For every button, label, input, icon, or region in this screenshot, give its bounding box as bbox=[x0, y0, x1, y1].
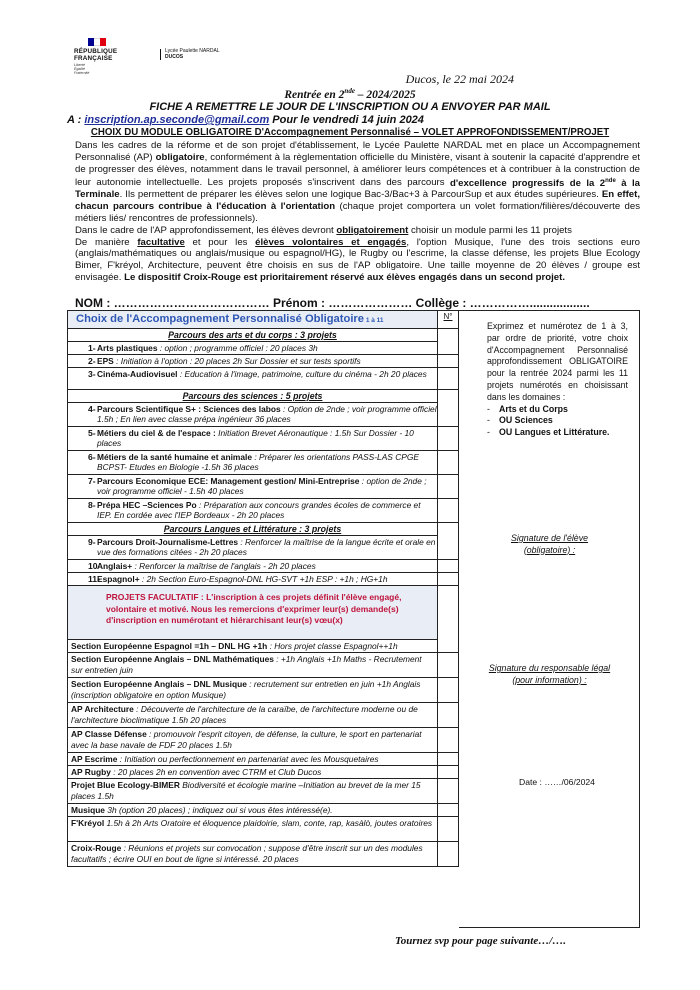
date-line: Ducos, le 22 mai 2024 bbox=[405, 72, 514, 86]
priority-input-cell[interactable] bbox=[438, 475, 458, 498]
project-number: 2- bbox=[88, 356, 96, 366]
project-description: Cinéma-Audiovisuel : Education à l'image, patrimoine, culture du cinéma - 2h 20 places bbox=[97, 368, 438, 389]
wish-input-cell[interactable] bbox=[438, 842, 458, 866]
optional-project-row bbox=[68, 653, 458, 678]
priority-input-cell[interactable] bbox=[438, 368, 458, 389]
optional-project-row bbox=[68, 817, 458, 842]
project-description: Parcours Economique ECE: Management gestion/ Mini-Entreprise : option de 2nde ; voir programme officiel - 1.5h 40 places bbox=[97, 475, 438, 498]
project-row bbox=[68, 355, 458, 368]
priority-input-cell[interactable] bbox=[438, 560, 458, 572]
wish-input-cell[interactable] bbox=[438, 804, 458, 816]
project-description: Prépa HEC –Sciences Po : Préparation aux concours grandes écoles de commerce et IEP. En cordée avec l'IEP Bordeaux - 2h 20 places bbox=[97, 499, 438, 522]
french-flag-icon bbox=[88, 38, 106, 46]
wish-input-cell[interactable] bbox=[438, 753, 458, 765]
project-number: 9- bbox=[88, 537, 96, 547]
priority-input-cell[interactable] bbox=[438, 427, 458, 450]
number-column-header: N° bbox=[443, 312, 453, 321]
instructions-text: Exprimez et numérotez de 1 à 3, par ordre de priorité, votre choix d'Accompagnement Personnalisé approfondissement OBLIGATOIRE pour la rentrée 2024 parmi les 11 projets numérotés en choisissant dans les domaines : - Arts et du Corps - OU Sciences - OU Langues et Littérature. bbox=[487, 321, 628, 439]
table-header bbox=[68, 311, 458, 329]
optional-project-description: AP Rugby : 20 places 2h en convention avec CTRM et Club Ducos bbox=[68, 766, 438, 778]
optional-project-description: Section Européenne Anglais – DNL Mathématiques : +1h Anglais +1h Maths - Recrutement sur entretien juin bbox=[68, 653, 438, 677]
project-row bbox=[68, 573, 458, 586]
optional-project-description: Croix-Rouge : Réunions et projets sur convocation ; suppose d'être inscrit sur un des modules facultatifs ; écrire OUI en bout de ligne si intéressé. 20 places bbox=[68, 842, 438, 866]
optional-project-row bbox=[68, 804, 458, 817]
module-title: CHOIX DU MODULE OBLIGATOIRE D'Accompagnement Personnalisé – VOLET APPROFONDISSEMENT/PROJET bbox=[90, 127, 610, 138]
project-description: Espagnol+ : 2h Section Euro-Espagnol-DNL HG-SVT +1h ESP : +1h ; HG+1h bbox=[97, 573, 438, 585]
optional-project-row bbox=[68, 779, 458, 804]
project-row bbox=[68, 560, 458, 573]
project-row bbox=[68, 475, 458, 499]
project-number: 10- bbox=[88, 561, 101, 571]
project-number: 11- bbox=[88, 574, 100, 584]
wish-input-cell[interactable] bbox=[438, 678, 458, 702]
domain-item: - Arts et du Corps bbox=[487, 404, 628, 416]
domain-item: - OU Langues et Littérature. bbox=[487, 427, 628, 439]
project-description: Arts plastiques : option ; programme officiel : 20 places 3h bbox=[97, 342, 438, 354]
fiche-title: FICHE A REMETTRE LE JOUR DE L'INSCRIPTION OU A ENVOYER PAR MAIL bbox=[149, 101, 551, 113]
domain-item: - OU Sciences bbox=[487, 415, 628, 427]
section-title: Parcours des sciences : 5 projets bbox=[68, 390, 438, 403]
date-field[interactable]: Date : ……/06/2024 bbox=[519, 777, 595, 787]
project-row bbox=[68, 427, 458, 451]
logo-line-2: FRANÇAISE bbox=[74, 55, 113, 62]
page-footer: Tournez svp pour page suivante…/…. bbox=[395, 935, 567, 947]
project-row bbox=[68, 499, 458, 523]
optional-project-row bbox=[68, 703, 458, 728]
domain-list bbox=[487, 404, 628, 439]
optional-project-description: AP Classe Défense : promouvoir l'esprit citoyen, de défense, la culture, le sport en partenariat avec la base navale de FDF 20 places 1.5h bbox=[68, 728, 438, 752]
section-title: Parcours des arts et du corps : 3 projets bbox=[68, 329, 438, 342]
mail-line: A : inscription.ap.seconde@gmail.com Pour le vendredi 14 juin 2024 bbox=[67, 114, 424, 126]
wish-input-cell[interactable] bbox=[438, 653, 458, 677]
table-title: Choix de l'Accompagnement Personnalisé Obligatoire 1 à 11 bbox=[68, 311, 438, 328]
priority-input-cell[interactable] bbox=[438, 573, 458, 585]
optional-project-row bbox=[68, 640, 458, 653]
project-number: 3- bbox=[88, 369, 96, 379]
project-description: EPS : Initiation à l'option : 20 places 2h Sur Dossier et sur tests sportifs bbox=[97, 355, 438, 367]
project-row bbox=[68, 342, 458, 355]
priority-input-cell[interactable] bbox=[438, 451, 458, 474]
priority-input-cell[interactable] bbox=[438, 342, 458, 354]
priority-input-cell[interactable] bbox=[438, 355, 458, 367]
wish-input-cell[interactable] bbox=[438, 703, 458, 727]
project-number: 8- bbox=[88, 500, 96, 510]
optional-project-row bbox=[68, 678, 458, 703]
priority-input-cell[interactable] bbox=[438, 499, 458, 522]
priority-input-cell[interactable] bbox=[438, 536, 458, 559]
wish-input-cell[interactable] bbox=[438, 728, 458, 752]
wish-input-cell[interactable] bbox=[438, 779, 458, 803]
optional-project-description: Section Européenne Anglais – DNL Musique : recrutement sur entretien en juin +1h Anglais (inscription obligatoire en option Musique) bbox=[68, 678, 438, 702]
project-description: Parcours Droit-Journalisme-Lettres : Renforcer la maîtrise de la langue écrite et orale en vue des formations citées - 2h 20 places bbox=[97, 536, 438, 559]
project-number: 7- bbox=[88, 476, 96, 486]
optional-project-row bbox=[68, 766, 458, 779]
optional-project-row bbox=[68, 753, 458, 766]
project-number: 6- bbox=[88, 452, 96, 462]
email-link[interactable]: inscription.ap.seconde@gmail.com bbox=[84, 114, 270, 126]
parent-signature-field[interactable]: Signature du responsable légal (pour information) : bbox=[488, 663, 611, 685]
optional-project-row bbox=[68, 728, 458, 753]
student-id-fields[interactable]: NOM : ………………………………… Prénom : ………………… Collège : …………….................. bbox=[75, 296, 590, 310]
project-number: 4- bbox=[88, 404, 96, 414]
project-row bbox=[68, 536, 458, 560]
project-description: Anglais+ : Renforcer la maîtrise de l'anglais - 2h 20 places bbox=[97, 560, 438, 572]
student-signature-field[interactable]: Signature de l'élève (obligatoire) : bbox=[511, 533, 588, 555]
priority-input-cell[interactable] bbox=[438, 403, 458, 426]
section-title: Parcours Langues et Littérature : 3 projets bbox=[68, 523, 438, 536]
project-description: Parcours Scientifique S+ : Sciences des labos : Option de 2nde ; voir programme officiel 1.5h ; En lien avec classe prépa ingénieur 36 places bbox=[97, 404, 437, 425]
logo-motto: Liberté Égalité Fraternité bbox=[74, 63, 90, 75]
rentree-title: Rentrée en 2nde – 2024/2025 bbox=[284, 87, 416, 101]
project-row bbox=[68, 368, 458, 390]
wish-input-cell[interactable] bbox=[438, 640, 458, 652]
project-row bbox=[68, 403, 458, 427]
optional-project-description: Projet Blue Ecology-BIMER Biodiversité et écologie marine –Initiation au brevet de la mer 15 places 1.5h bbox=[68, 779, 438, 803]
project-row bbox=[68, 451, 458, 475]
project-description: Métiers du ciel & de l'espace : Initiation Brevet Aéronautique : 1.5h Sur Dossier - 10 places bbox=[97, 427, 438, 450]
logo-line-1: RÉPUBLIQUE bbox=[74, 48, 118, 55]
wish-input-cell[interactable] bbox=[438, 766, 458, 778]
optional-project-description: Musique 3h (option 20 places) ; indiquez oui si vous êtes intéressé(e). bbox=[68, 804, 438, 816]
optional-project-description: F'Kréyol 1.5h à 2h Arts Oratoire et éloquence plaidoirie, slam, conte, rap, kasàlò, joutes oratoires bbox=[68, 817, 438, 841]
optional-project-description: AP Architecture : Découverte de l'architecture de la caraïbe, de l'architecture moderne ou de l'architecture bioclimatique 1.5h 20 places bbox=[68, 703, 438, 727]
optional-project-row bbox=[68, 842, 458, 866]
project-number: 5- bbox=[88, 428, 96, 438]
instructions-column bbox=[459, 310, 640, 928]
optional-project-description: AP Escrime : Initiation ou perfectionnement en partenariat avec les Mousquetaires bbox=[68, 753, 438, 765]
optional-project-description: Section Européenne Espagnol =1h – DNL HG +1h : Hors projet classe Espagnol++1h bbox=[68, 640, 438, 652]
project-number: 1- bbox=[88, 343, 96, 353]
wish-input-cell[interactable] bbox=[438, 817, 458, 841]
intro-text: Dans les cadres de la réforme et de son projet d'établissement, le Lycée Paulette NARDAL met en place un Accompagnement Personnalisé (AP) obligatoire, conformément à la règlementation officielle du Ministère, visant à soutenir la capacité d'apprendre et de progresser des élèves, notamment dans le travail personnel, à améliorer leurs compétences et à contribuer à la construction de leur autonomie intellectuelle. Les projets proposés s'inscrivent dans des parcours d'excellence progressifs de la 2nde à la Terminale. Ils permettent de préparer les élèves selon une logique Bac-3/Bac+3 à ParcourSup et aux études supérieures. En effet, chacun parcours contribue à l'éducation à l'orientation (chaque projet comportera un volet formation/filières/découverte des métiers liés/ rencontres de professionnels). Dans le cadre de l'AP approfondissement, les élèves devront obligatoirement choisir un module parmi les 11 projets De manière facultative et pour les élèves volontaires et engagés, l'option Musique, l'une des trois sections euro (anglais/mathématiques ou anglais/musique ou espagnol/HG), le Rugby ou l'escrime, la classe défense, les projets Blue Ecology Bimer, F'kréyol, Architecture, peuvent être choisis en sus de l'AP obligatoire. Une taille moyenne de 20 élèves / groupe est envisagée. Le dispositif Croix-Rouge est prioritairement réservé aux élèves engagés dans un second projet. bbox=[75, 140, 641, 283]
facultatif-banner: PROJETS FACULTATIF : L'inscription à ces projets définit l'élève engagé, volontaire et motivé. Nous les remercions d'exprimer leur(s) demande(s) d'inscription en numérotant et hiérarchisant leur(s) vœu(x) bbox=[68, 586, 438, 640]
school-tag: Lycée Paulette NARDAL DUCOS bbox=[160, 49, 220, 60]
republique-francaise-logo bbox=[74, 38, 138, 75]
project-description: Métiers de la santé humaine et animale : Préparer les orientations PASS-LAS CPGE BCPST- Etudes en Biologie -1.5h 36 places bbox=[97, 451, 438, 474]
ap-choice-table bbox=[67, 310, 459, 867]
